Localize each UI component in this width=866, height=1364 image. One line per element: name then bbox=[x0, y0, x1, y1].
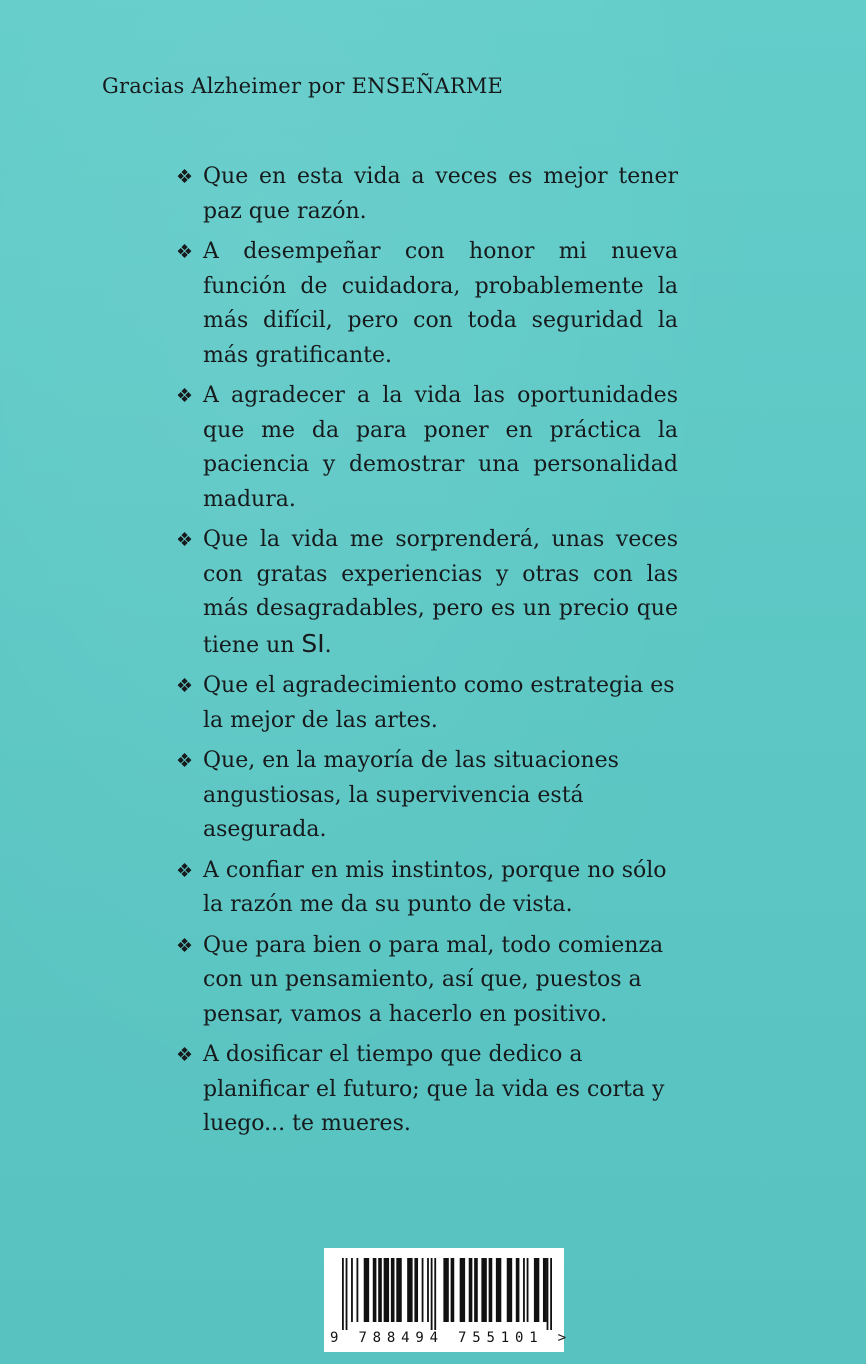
barcode-bar bbox=[373, 1258, 377, 1322]
page-title: Gracias Alzheimer por ENSEÑARME bbox=[102, 74, 504, 98]
barcode-bar bbox=[342, 1258, 344, 1330]
list-item-text: Que, en la mayoría de las situaciones angustiosas, la supervivencia está asegurada. bbox=[203, 748, 619, 842]
barcode-bar bbox=[547, 1258, 549, 1330]
barcode-bar bbox=[543, 1258, 547, 1322]
diamond-bullet-icon: ❖ bbox=[176, 859, 194, 882]
barcode-bar bbox=[427, 1258, 429, 1322]
barcode-bar bbox=[507, 1258, 512, 1322]
barcode-bars bbox=[342, 1258, 552, 1330]
diamond-bullet-icon: ❖ bbox=[176, 1044, 194, 1066]
barcode-bar bbox=[451, 1258, 455, 1322]
barcode-bar bbox=[434, 1258, 436, 1330]
barcode-bar bbox=[364, 1258, 369, 1322]
diamond-bullet-icon: ❖ bbox=[176, 934, 194, 957]
barcode-bar bbox=[523, 1258, 525, 1322]
list-item bbox=[176, 929, 678, 1033]
barcode-bar bbox=[346, 1258, 348, 1330]
isbn-number: 9 788494 755101 > bbox=[330, 1330, 572, 1346]
barcode-bar bbox=[516, 1258, 520, 1322]
barcode-bar bbox=[378, 1258, 382, 1322]
barcode-bar bbox=[396, 1258, 401, 1322]
barcode-bar bbox=[384, 1258, 389, 1322]
barcode-bar bbox=[469, 1258, 473, 1322]
lessons-list bbox=[176, 160, 678, 1148]
list-item-text: A desempeñar con honor mi nueva función de cuidadora, probablemente la más difícil, pero con toda seguridad la más gratificante. bbox=[203, 239, 678, 368]
diamond-bullet-icon: ❖ bbox=[176, 675, 194, 697]
barcode-bar bbox=[407, 1258, 412, 1322]
barcode-bar bbox=[422, 1258, 424, 1322]
list-item-text: Que para bien o para mal, todo comienza con un pensamiento, así que, puestos a pensar, vamos a hacerlo en positivo. bbox=[203, 932, 664, 1027]
list-item-text: Que el agradecimiento como estrategia es la mejor de las artes. bbox=[203, 673, 675, 733]
list-item-text-main: Que la vida me sorprenderá, unas veces con gratas experiencias y otras con las más desagradables, pero es un precio que tiene un bbox=[203, 527, 678, 658]
list-item bbox=[176, 669, 678, 738]
list-item-text: Que en esta vida a veces es mejor tener paz que razón. bbox=[203, 164, 678, 224]
list-item bbox=[176, 523, 678, 663]
diamond-bullet-icon: ❖ bbox=[176, 241, 194, 263]
diamond-bullet-icon: ❖ bbox=[176, 166, 194, 188]
list-item-text: A confiar en mis instintos, porque no sólo la razón me da su punto de vista. bbox=[203, 857, 667, 917]
barcode-bar bbox=[460, 1258, 465, 1322]
barcode-bar bbox=[489, 1258, 493, 1322]
barcode-bar bbox=[474, 1258, 478, 1322]
barcode-bar bbox=[431, 1258, 433, 1330]
barcode-bar bbox=[443, 1258, 448, 1322]
barcode-bar bbox=[527, 1258, 529, 1322]
emphasis-si: SI bbox=[301, 628, 325, 658]
list-item bbox=[176, 744, 678, 848]
barcode-bar bbox=[496, 1258, 501, 1322]
diamond-bullet-icon: ❖ bbox=[176, 750, 194, 772]
list-item-text: A agradecer a la vida las oportunidades que me da para poner en práctica la paciencia y demostrar una personalidad madura. bbox=[203, 383, 678, 512]
barcode-bar bbox=[414, 1258, 418, 1322]
list-item bbox=[176, 854, 678, 923]
list-item bbox=[176, 235, 678, 373]
list-item-text: A dosificar el tiempo que dedico a planificar el futuro; que la vida es corta y luego... te mueres. bbox=[203, 1042, 665, 1136]
barcode-bar bbox=[550, 1258, 552, 1330]
barcode-bar bbox=[534, 1258, 539, 1322]
barcode-bar bbox=[351, 1258, 353, 1322]
list-item bbox=[176, 1038, 678, 1142]
barcode-bar bbox=[391, 1258, 395, 1322]
isbn-barcode bbox=[324, 1248, 572, 1352]
list-item-text-end: . bbox=[324, 632, 332, 658]
barcode-bar bbox=[356, 1258, 358, 1322]
barcode-bar bbox=[481, 1258, 486, 1322]
diamond-bullet-icon: ❖ bbox=[176, 385, 194, 407]
list-item-text bbox=[203, 523, 678, 663]
diamond-bullet-icon: ❖ bbox=[176, 529, 194, 551]
list-item bbox=[176, 379, 678, 517]
list-item bbox=[176, 160, 678, 229]
